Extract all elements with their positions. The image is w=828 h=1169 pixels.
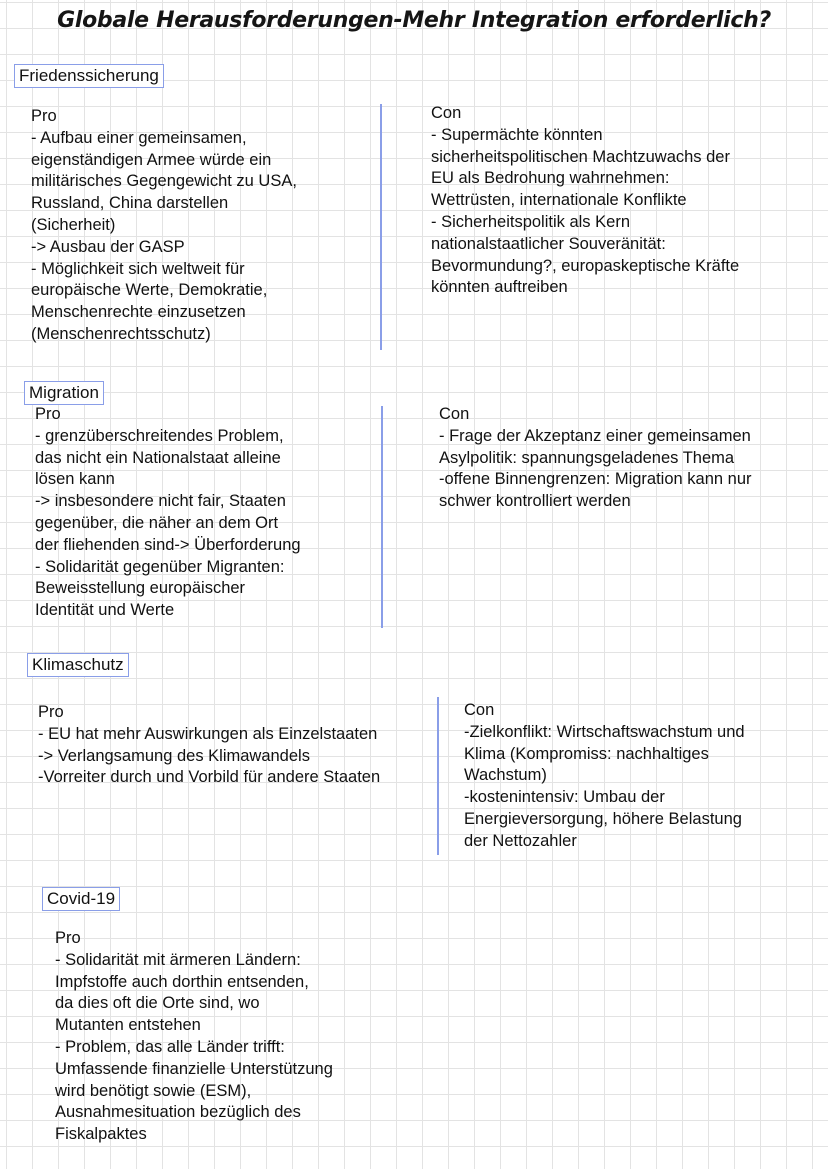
text-line: -offene Binnengrenzen: Migration kann nur bbox=[439, 470, 752, 489]
text-line: - EU hat mehr Auswirkungen als Einzelstaaten bbox=[38, 724, 378, 743]
text-line: - Möglichkeit sich weltweit für bbox=[31, 259, 245, 278]
divider-migration bbox=[381, 406, 383, 628]
text-line: Ausnahmesituation bezüglich des bbox=[55, 1103, 301, 1122]
text-line: (Sicherheit) bbox=[31, 215, 116, 234]
text-line: -> Ausbau der GASP bbox=[31, 237, 185, 256]
section-label-covid-19: Covid-19 bbox=[42, 887, 120, 911]
text-line: -> Verlangsamung des Klimawandels bbox=[38, 746, 310, 765]
text-line: wird benötigt sowie (ESM), bbox=[55, 1081, 252, 1100]
text-line: Umfassende finanzielle Unterstützung bbox=[55, 1059, 333, 1078]
text-line: (Menschenrechtsschutz) bbox=[31, 324, 211, 343]
text-line: lösen kann bbox=[35, 470, 115, 489]
section-label-migration: Migration bbox=[24, 381, 104, 405]
text-line: europäische Werte, Demokratie, bbox=[31, 281, 268, 300]
column-heading: Con bbox=[431, 104, 462, 122]
text-line: - Solidarität mit ärmeren Ländern: bbox=[55, 950, 301, 969]
text-line: sicherheitspolitischen Machtzuwachs der bbox=[431, 147, 730, 166]
text-line: - Problem, das alle Länder trifft: bbox=[55, 1037, 285, 1056]
pro-block-friedenssicherung bbox=[31, 106, 297, 346]
text-line: -Zielkonflikt: Wirtschaftswachstum und bbox=[464, 722, 745, 741]
text-line: militärisches Gegengewicht zu USA, bbox=[31, 172, 297, 191]
text-line: schwer kontrolliert werden bbox=[439, 492, 631, 511]
text-line: Beweisstellung europäischer bbox=[35, 579, 246, 598]
text-line: - Frage der Akzeptanz einer gemeinsamen bbox=[439, 426, 751, 445]
divider-friedenssicherung bbox=[380, 104, 382, 350]
text-line: eigenständigen Armee würde ein bbox=[31, 150, 272, 169]
text-line: der fliehenden sind-> Überforderung bbox=[35, 535, 301, 554]
text-line: Identität und Werte bbox=[35, 601, 175, 620]
text-line: Fiskalpaktes bbox=[55, 1125, 147, 1144]
section-label-friedenssicherung: Friedenssicherung bbox=[14, 64, 164, 88]
text-line: Bevormundung?, europaskeptische Kräfte bbox=[431, 256, 740, 275]
text-line: Energieversorgung, höhere Belastung bbox=[464, 809, 742, 828]
text-line: - Solidarität gegenüber Migranten: bbox=[35, 557, 285, 576]
text-line: - Aufbau einer gemeinsamen, bbox=[31, 128, 247, 147]
column-heading: Con bbox=[439, 405, 470, 423]
text-line: -kostenintensiv: Umbau der bbox=[464, 788, 665, 807]
column-heading: Pro bbox=[31, 107, 57, 125]
text-line: Russland, China darstellen bbox=[31, 194, 229, 213]
text-line: -> insbesondere nicht fair, Staaten bbox=[35, 492, 286, 511]
text-line: - grenzüberschreitendes Problem, bbox=[35, 426, 284, 445]
pro-block-covid-19 bbox=[55, 928, 333, 1146]
text-line: EU als Bedrohung wahrnehmen: bbox=[431, 169, 670, 188]
con-block-klimaschutz bbox=[464, 700, 745, 853]
column-heading: Con bbox=[464, 701, 495, 719]
text-line: Menschenrechte einzusetzen bbox=[31, 303, 246, 322]
text-line: Mutanten entstehen bbox=[55, 1016, 201, 1035]
text-line: Klima (Kompromiss: nachhaltiges bbox=[464, 744, 709, 763]
text-line: der Nettozahler bbox=[464, 831, 577, 850]
text-line: - Supermächte könnten bbox=[431, 125, 603, 144]
text-line: Wachstum) bbox=[464, 766, 547, 785]
con-block-migration bbox=[439, 404, 752, 513]
text-line: Asylpolitik: spannungsgeladenes Thema bbox=[439, 448, 735, 467]
text-line: Wettrüsten, internationale Konflikte bbox=[431, 191, 687, 210]
text-line: das nicht ein Nationalstaat alleine bbox=[35, 448, 281, 467]
text-line: nationalstaatlicher Souveränität: bbox=[431, 234, 666, 253]
text-line: könnten auftreiben bbox=[431, 278, 568, 297]
text-line: -Vorreiter durch und Vorbild für andere Staaten bbox=[38, 768, 381, 787]
con-block-friedenssicherung bbox=[431, 103, 739, 299]
text-line: da dies oft die Orte sind, wo bbox=[55, 994, 260, 1013]
page-title: Globale Herausforderungen-Mehr Integration erforderlich? bbox=[57, 8, 771, 33]
text-line: - Sicherheitspolitik als Kern bbox=[431, 212, 630, 231]
section-label-klimaschutz: Klimaschutz bbox=[27, 653, 129, 677]
column-heading: Pro bbox=[35, 405, 61, 423]
text-line: Impfstoffe auch dorthin entsenden, bbox=[55, 972, 309, 991]
text-line: gegenüber, die näher an dem Ort bbox=[35, 513, 279, 532]
column-heading: Pro bbox=[55, 929, 81, 947]
divider-klimaschutz bbox=[437, 697, 439, 855]
pro-block-klimaschutz bbox=[38, 702, 380, 789]
column-heading: Pro bbox=[38, 703, 64, 721]
pro-block-migration bbox=[35, 404, 301, 622]
